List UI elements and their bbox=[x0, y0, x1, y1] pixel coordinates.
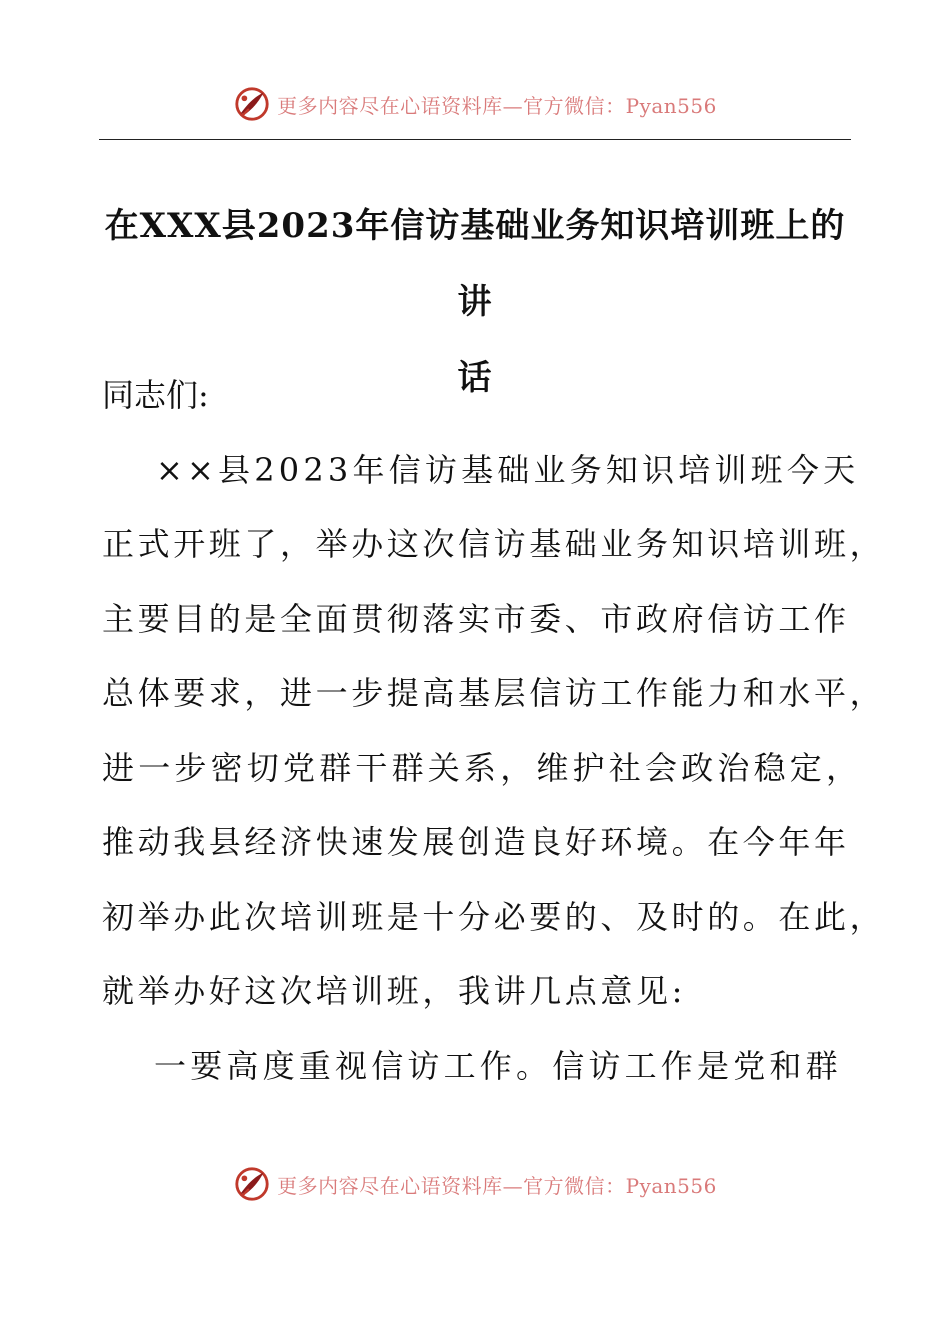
body-line-2: 正式开班了，举办这次信访基础业务知识培训班， bbox=[102, 525, 886, 563]
body-line-8: 就举办好这次培训班，我讲几点意见: bbox=[102, 972, 686, 1010]
body-line-7: 初举办此次培训班是十分必要的、及时的。在此， bbox=[102, 897, 886, 936]
body-line-9: 一要高度重视信访工作。信访工作是党和群 bbox=[154, 1046, 842, 1085]
salutation: 同志们: bbox=[102, 376, 209, 414]
body-line-3: 主要目的是全面贯彻落实市委、市政府信访工作 bbox=[102, 599, 850, 638]
body-line-6: 推动我县经济快速发展创造良好环境。在今年年 bbox=[102, 823, 850, 861]
body-line-5: 进一步密切党群干群关系，维护社会政治稳定， bbox=[102, 748, 863, 787]
header-divider bbox=[99, 139, 851, 140]
title-line-1: 在XXX县2023年信访基础业务知识培训班上的讲 bbox=[104, 206, 846, 322]
header-banner bbox=[0, 84, 950, 124]
body-line-4: 总体要求，进一步提高基层信访工作能力和水平， bbox=[102, 674, 886, 712]
body-line-1: ××县2023年信访基础业务知识培训班今天 bbox=[156, 450, 860, 489]
pen-nib-logo-icon bbox=[233, 85, 271, 123]
footer-banner bbox=[0, 1164, 950, 1204]
pen-nib-logo-icon bbox=[233, 1165, 271, 1203]
footer-banner-text: 更多内容尽在心语资料库—官方微信：Pyan556 bbox=[277, 1173, 717, 1198]
header-banner-text: 更多内容尽在心语资料库—官方微信：Pyan556 bbox=[277, 93, 717, 118]
title-line-2: 话 bbox=[457, 358, 493, 398]
document-body bbox=[102, 358, 886, 1103]
